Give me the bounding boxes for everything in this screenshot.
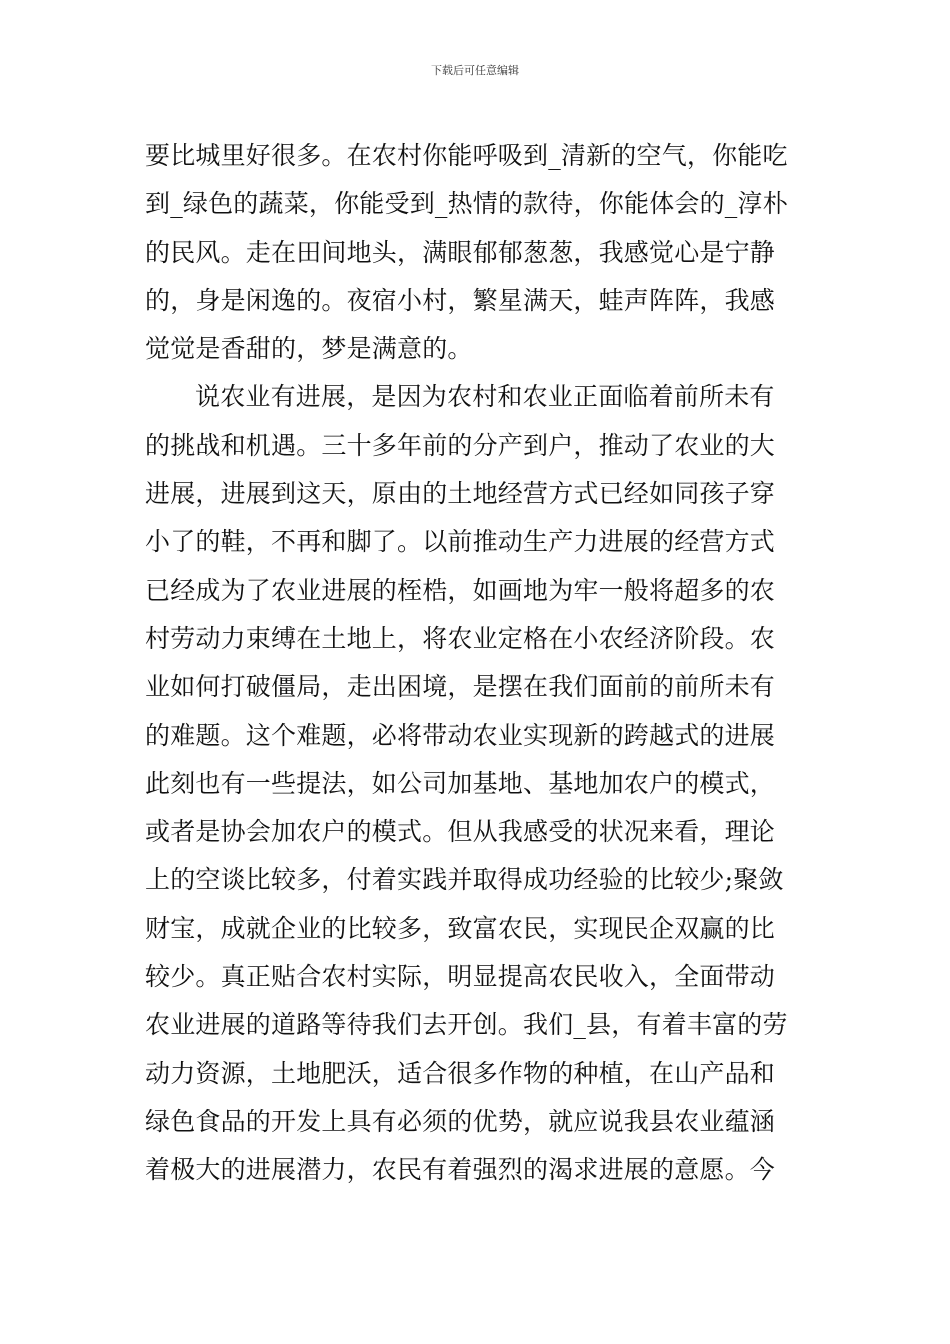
text-line: 进展，进展到这天，原由的土地经营方式已经如同孩子穿 xyxy=(145,479,776,509)
text-line: 觉觉是香甜的，梦是满意的。 xyxy=(145,334,473,364)
text-line: 的，身是闲逸的。夜宿小村，繁星满天，蛙声阵阵，我感 xyxy=(145,285,776,315)
text-line: 着极大的进展潜力，农民有着强烈的渴求进展的意愿。今 xyxy=(145,1155,776,1185)
text-line: 说农业有进展，是因为农村和农业正面临着前所未有 xyxy=(195,382,775,412)
text-line: 上的空谈比较多，付着实践并取得成功经验的比较少;聚敛 xyxy=(145,865,784,895)
text-line: 的挑战和机遇。三十多年前的分产到户，推动了农业的大 xyxy=(145,430,776,460)
text-line: 到_绿色的蔬菜，你能受到_热情的款待，你能体会的_淳朴 xyxy=(145,189,788,219)
text-line: 已经成为了农业进展的桎梏，如画地为牢一般将超多的农 xyxy=(145,575,776,605)
text-line: 的难题。这个难题，必将带动农业实现新的跨越式的进展 xyxy=(145,720,776,750)
text-line: 业如何打破僵局，走出困境，是摆在我们面前的前所未有 xyxy=(145,672,776,702)
text-line: 动力资源，土地肥沃，适合很多作物的种植，在山产品和 xyxy=(145,1058,776,1088)
text-line: 财宝，成就企业的比较多，致富农民，实现民企双赢的比 xyxy=(145,913,776,943)
paragraph xyxy=(145,373,807,1194)
text-line: 村劳动力束缚在土地上，将农业定格在小农经济阶段。农 xyxy=(145,623,776,653)
document-body xyxy=(145,132,807,1195)
text-line: 的民风。走在田间地头，满眼郁郁葱葱，我感觉心是宁静 xyxy=(145,237,776,267)
text-line: 要比城里好很多。在农村你能呼吸到_清新的空气，你能吃 xyxy=(145,141,788,170)
paragraph xyxy=(145,132,807,373)
text-line: 绿色食品的开发上具有必须的优势，就应说我县农业蕴涵 xyxy=(145,1106,776,1136)
text-line: 小了的鞋，不再和脚了。以前推动生产力进展的经营方式 xyxy=(145,527,776,557)
text-line: 或者是协会加农户的模式。但从我感受的状况来看，理论 xyxy=(145,817,776,847)
text-line: 此刻也有一些提法，如公司加基地、基地加农户的模式， xyxy=(145,768,776,798)
page-header: 下载后可任意编辑 xyxy=(431,64,519,77)
text-line: 农业进展的道路等待我们去开创。我们_县，有着丰富的劳 xyxy=(145,1010,788,1040)
text-line: 较少。真正贴合农村实际，明显提高农民收入，全面带动 xyxy=(145,962,776,992)
